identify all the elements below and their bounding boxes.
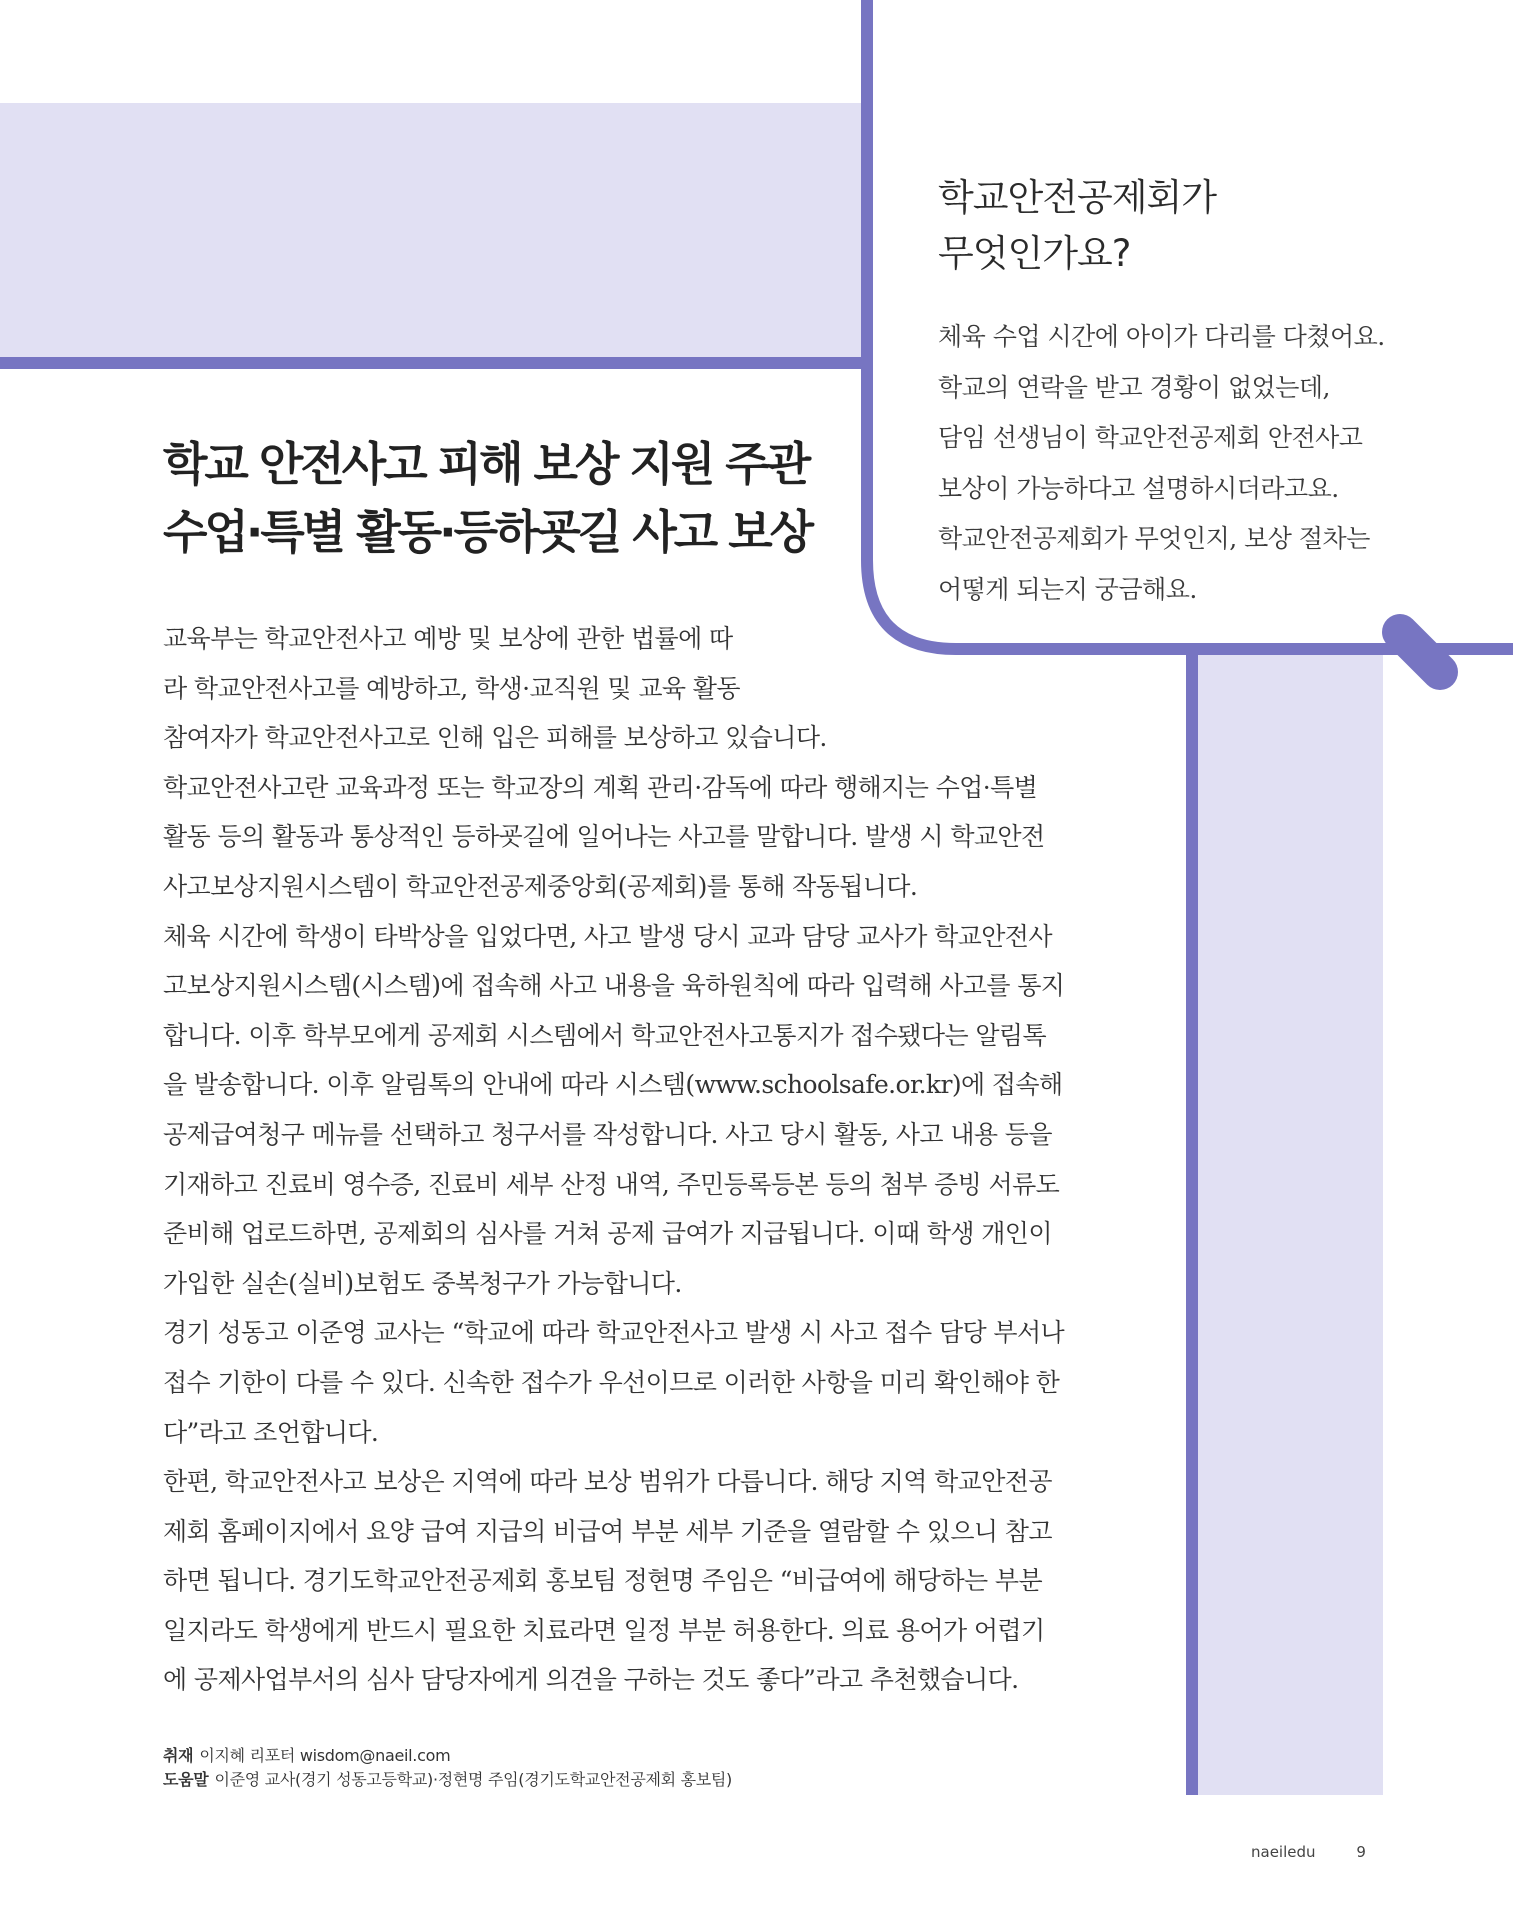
- body-line: 경기 성동고 이준영 교사는 “학교에 따라 학교안전사고 발생 시 사고 접수 담당 부서나: [163, 1318, 1065, 1348]
- body-line: 한편, 학교안전사고 보상은 지역에 따라 보상 범위가 다릅니다. 해당 지역 학교안전공: [163, 1467, 1052, 1497]
- question-title-line: 학교안전공제회가: [938, 176, 1216, 219]
- credit-reporter-text: 이지혜 리포터 wisdom@naeil.com: [199, 1746, 451, 1765]
- frame-pill-decoration: [1400, 632, 1440, 672]
- page-number: 9: [1356, 1843, 1366, 1861]
- body-line: 에 공제사업부서의 심사 담당자에게 의견을 구하는 것도 좋다”라고 추천했습니다.: [163, 1665, 1019, 1695]
- body-line: 활동 등의 활동과 통상적인 등하굣길에 일어나는 사고를 말합니다. 발생 시 학교안전: [163, 822, 1045, 852]
- credit-reporter-label: 취재: [163, 1746, 194, 1765]
- body-line: 접수 기한이 다를 수 있다. 신속한 접수가 우선이므로 이러한 사항을 미리 확인해야 한: [163, 1367, 1060, 1397]
- question-title: [938, 170, 1458, 282]
- body-line: 일지라도 학생에게 반드시 필요한 치료라면 일정 부분 허용한다. 의료 용어가 어렵기: [163, 1615, 1045, 1645]
- article-headline: [163, 430, 883, 566]
- question-title-line: 무엇인가요?: [938, 232, 1131, 275]
- credit-reporter: [163, 1744, 1063, 1768]
- body-line: 고보상지원시스템(시스템)에 접속해 사고 내용을 육하원칙에 따라 입력해 사고를 통지: [163, 971, 1065, 1001]
- body-line: 공제급여청구 메뉴를 선택하고 청구서를 작성합니다. 사고 당시 활동, 사고 내용 등을: [163, 1119, 1052, 1149]
- page-footer: [1251, 1843, 1421, 1861]
- body-line: 하면 됩니다. 경기도학교안전공제회 홍보팀 정현명 주임은 “비급여에 해당하는 부분: [163, 1566, 1043, 1596]
- question-body-line: 학교의 연락을 받고 경황이 없었는데,: [938, 372, 1330, 402]
- body-line: 준비해 업로드하면, 공제회의 심사를 거쳐 공제 급여가 지급됩니다. 이때 학생 개인이: [163, 1219, 1052, 1249]
- question-body-line: 보상이 가능하다고 설명하시더라고요.: [938, 473, 1339, 503]
- question-body-line: 학교안전공제회가 무엇인지, 보상 절차는: [938, 524, 1370, 553]
- question-body-line: 체육 수업 시간에 아이가 다리를 다쳤어요.: [938, 322, 1385, 351]
- body-line: 합니다. 이후 학부모에게 공제회 시스템에서 학교안전사고통지가 접수됐다는 알림톡: [163, 1020, 1047, 1050]
- body-line: 체육 시간에 학생이 타박상을 입었다면, 사고 발생 당시 교과 담당 교사가 학교안전사: [163, 921, 1052, 951]
- body-line: 다”라고 조언합니다.: [163, 1417, 379, 1447]
- body-line: 교육부는 학교안전사고 예방 및 보상에 관한 법률에 따: [163, 624, 733, 653]
- credit-advice-text: 이준영 교사(경기 성동고등학교)·정현명 주임(경기도학교안전공제회 홍보팀): [214, 1770, 733, 1789]
- headline-line: 수업·특별 활동·등하굣길 사고 보상: [163, 505, 812, 559]
- body-line: 학교안전사고란 교육과정 또는 학교장의 계획 관리·감독에 따라 행해지는 수업·특별: [163, 772, 1038, 802]
- question-body-line: 담임 선생님이 학교안전공제회 안전사고: [938, 423, 1363, 452]
- article-body: [163, 614, 1123, 1705]
- body-line: 을 발송합니다. 이후 알림톡의 안내에 따라 시스템(www.schoolsafe.or.kr)에 접속해: [163, 1070, 1063, 1100]
- article-credits: [163, 1744, 1063, 1792]
- body-line: 가입한 실손(실비)보험도 중복청구가 가능합니다.: [163, 1268, 682, 1298]
- body-line: 기재하고 진료비 영수증, 진료비 세부 산정 내역, 주민등록등본 등의 첨부 증빙 서류도: [163, 1169, 1060, 1199]
- credit-advice-label: 도움말: [163, 1770, 209, 1789]
- publication-name: naeiledu: [1251, 1843, 1316, 1861]
- body-line: 참여자가 학교안전사고로 인해 입은 피해를 보상하고 있습니다.: [163, 723, 827, 753]
- body-line: 사고보상지원시스템이 학교안전공제중앙회(공제회)를 통해 작동됩니다.: [163, 871, 918, 901]
- body-line: 제회 홈페이지에서 요양 급여 지급의 비급여 부분 세부 기준을 열람할 수 있으니 참고: [163, 1516, 1052, 1546]
- body-line: 라 학교안전사고를 예방하고, 학생·교직원 및 교육 활동: [163, 673, 740, 703]
- credit-advice: [163, 1768, 1063, 1792]
- question-body-line: 어떻게 되는지 궁금해요.: [938, 574, 1197, 604]
- question-body: [938, 312, 1428, 615]
- headline-line: 학교 안전사고 피해 보상 지원 주관: [163, 437, 809, 491]
